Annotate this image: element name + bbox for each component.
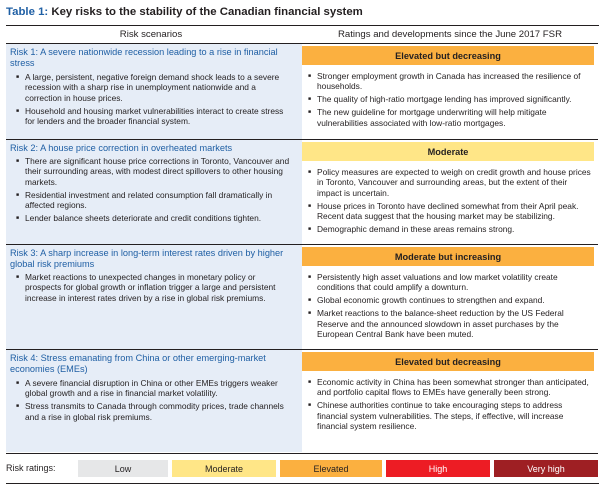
development-list <box>308 167 594 237</box>
scenario-item: ■ There are significant house price corrections in Toronto, Vancouver and their surrounding areas, with modest direct spillovers to other housing markets. <box>16 156 294 187</box>
scenario-item: ■ Stress transmits to Canada through commodity prices, trade channels and a rise in global risk premiums. <box>16 401 294 422</box>
risk-title: Risk 1: A severe nationwide recession leading to a rise in financial stress <box>10 47 278 68</box>
risk-title: Risk 2: A house price correction in overheated markets <box>10 143 233 153</box>
development-item: ■ Stronger employment growth in Canada has increased the resilience of households. <box>308 71 594 92</box>
scenario-item: ■ Lender balance sheets deteriorate and credit conditions tighten. <box>16 213 294 223</box>
row-divider <box>6 453 598 454</box>
scenario-list <box>16 378 294 425</box>
development-item: ■ House prices in Toronto have declined somewhat from their April peak. Recent data suggest that the housing market may be stabilizing. <box>308 201 594 222</box>
development-list <box>308 71 594 131</box>
scenario-item: ■ Market reactions to unexpected changes in monetary policy or prospects for global growth or inflation trigger a large and persistent increase in interest rates driven by a rise in global risk premiums. <box>16 272 294 303</box>
development-item: ■ Persistently high asset valuations and low market volatility create conditions that could amplify a downturn. <box>308 272 594 293</box>
legend-swatch-high: High <box>386 460 490 477</box>
header-risk-scenarios: Risk scenarios <box>119 29 183 40</box>
development-item: ■ The new guideline for mortgage underwriting will help mitigate vulnerabilities associated with low-ratio mortgages. <box>308 107 594 128</box>
scenario-list <box>16 72 294 129</box>
table-title <box>6 6 363 18</box>
legend-swatch-low: Low <box>78 460 168 477</box>
developments-cell <box>302 350 598 452</box>
development-item: ■ Demographic demand in these areas remains strong. <box>308 224 594 234</box>
rating-badge: Moderate <box>302 142 594 161</box>
scenario-item: ■ A large, persistent, negative foreign demand shock leads to a severe recession with a sharp rise in unemployment nationwide and a correction in house prices. <box>16 72 294 103</box>
scenario-list <box>16 272 294 306</box>
development-item: ■ Policy measures are expected to weigh on credit growth and house prices in Toronto, Vancouver and surrounding areas, but the extent of their impact is uncertain. <box>308 167 594 198</box>
rating-badge: Moderate but increasing <box>302 247 594 266</box>
scenario-item: ■ Household and housing market vulnerabilities interact to create stress for lenders and the broader financial system. <box>16 106 294 127</box>
development-item: ■ Global economic growth continues to strengthen and expand. <box>308 295 594 305</box>
developments-cell <box>302 44 598 139</box>
legend-label: Risk ratings: <box>6 463 56 473</box>
table-title-text: Key risks to the stability of the Canadian financial system <box>51 6 363 18</box>
risk-row-2 <box>6 140 598 244</box>
risk-scenario-cell <box>6 140 296 244</box>
scenario-item: ■ A severe financial disruption in China or other EMEs triggers weaker global growth and a rise in financial market volatility. <box>16 378 294 399</box>
development-list <box>308 377 594 434</box>
risk-scenario-cell <box>6 245 296 349</box>
scenario-item: ■ Residential investment and related consumption fall dramatically in affected regions. <box>16 190 294 211</box>
risk-scenario-cell <box>6 44 296 139</box>
table-title-label: Table 1: <box>6 6 49 18</box>
risk-ratings-legend <box>6 460 598 478</box>
header-ratings-developments: Ratings and developments since the June 2017 FSR <box>338 29 562 40</box>
risk-row-1 <box>6 44 598 139</box>
legend-swatch-elevated: Elevated <box>280 460 382 477</box>
development-item: ■ Market reactions to the balance-sheet reduction by the US Federal Reserve and the announced slowdown in asset purchases by the European Central Bank have been muted. <box>308 308 594 339</box>
development-item: ■ Economic activity in China has been somewhat stronger than anticipated, and portfolio capital flows to EMEs have generally been strong. <box>308 377 594 398</box>
developments-cell <box>302 245 598 349</box>
development-item: ■ The quality of high-ratio mortgage lending has improved significantly. <box>308 94 594 104</box>
development-item: ■ Chinese authorities continue to take encouraging steps to address financial system vulnerabilities. The steps, if effective, will increase financial system resilience. <box>308 400 594 431</box>
legend-swatch-moderate: Moderate <box>172 460 276 477</box>
development-list <box>308 272 594 342</box>
legend-swatch-very-high: Very high <box>494 460 598 477</box>
risk-row-4 <box>6 350 598 452</box>
risk-scenario-cell <box>6 350 296 452</box>
developments-cell <box>302 140 598 244</box>
risk-row-3 <box>6 245 598 349</box>
risk-title: Risk 3: A sharp increase in long-term interest rates driven by higher global risk premiums <box>10 248 284 269</box>
rating-badge: Elevated but decreasing <box>302 352 594 371</box>
top-rule <box>6 25 599 26</box>
bottom-rule <box>6 483 599 484</box>
risk-title: Risk 4: Stress emanating from China or other emerging-market economies (EMEs) <box>10 353 266 374</box>
scenario-list <box>16 156 294 226</box>
rating-badge: Elevated but decreasing <box>302 46 594 65</box>
